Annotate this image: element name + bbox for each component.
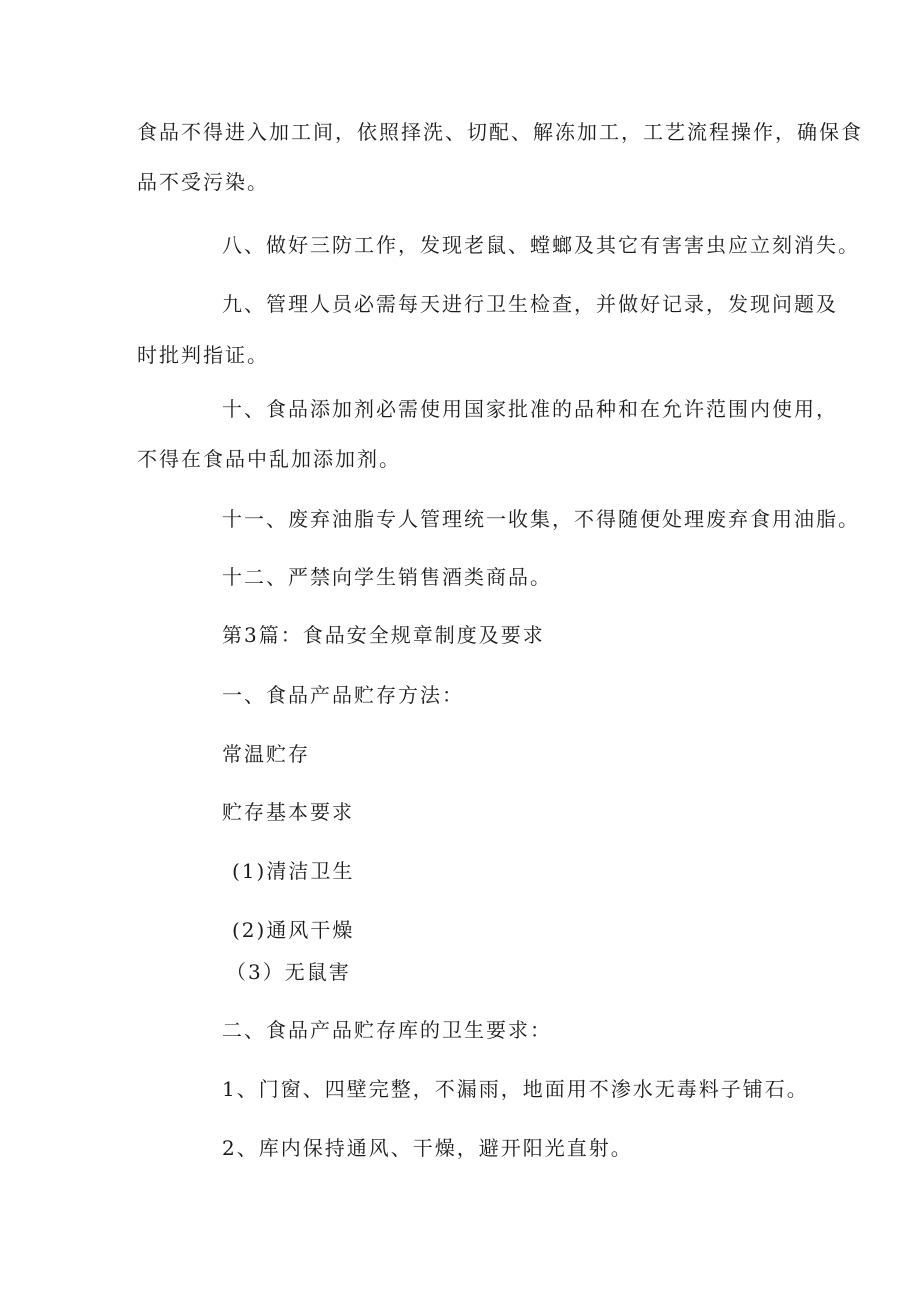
paragraph-line: 十一、废弃油脂专人管理统一收集，不得随便处理废弃食用油脂。 — [222, 507, 860, 531]
paragraph-line: 十二、严禁向学生销售酒类商品。 — [222, 565, 552, 589]
list-item: (2)通风干燥 — [232, 918, 355, 942]
paragraph-line: 常温贮存 — [222, 742, 310, 766]
paragraph-line: 时批判指证。 — [137, 343, 269, 367]
paragraph-line: 2、库内保持通风、干燥，避开阳光直射。 — [222, 1136, 633, 1160]
paragraph-line: 十、食品添加剂必需使用国家批准的品种和在允许范围内使用， — [222, 397, 838, 421]
paragraph-line: 食品不得进入加工间，依照择洗、切配、解冻加工，工艺流程操作，确保食 — [137, 120, 863, 144]
paragraph-line: 八、做好三防工作，发现老鼠、螳螂及其它有害害虫应立刻消失。 — [222, 233, 860, 257]
paragraph-line: 九、管理人员必需每天进行卫生检查，并做好记录，发现问题及 — [222, 292, 838, 316]
paragraph-line: 品不受污染。 — [137, 170, 269, 194]
section-heading: 第3篇：食品安全规章制度及要求 — [222, 623, 545, 647]
list-item: （3）无鼠害 — [226, 960, 351, 984]
paragraph-line: 不得在食品中乱加添加剂。 — [137, 447, 401, 471]
paragraph-line: 贮存基本要求 — [222, 800, 354, 824]
list-item: (1)清洁卫生 — [232, 859, 355, 883]
paragraph-line: 1、门窗、四壁完整，不漏雨，地面用不渗水无毒料子铺石。 — [222, 1077, 809, 1101]
paragraph-line: 一、食品产品贮存方法： — [222, 683, 464, 707]
paragraph-line: 二、食品产品贮存库的卫生要求： — [222, 1018, 552, 1042]
